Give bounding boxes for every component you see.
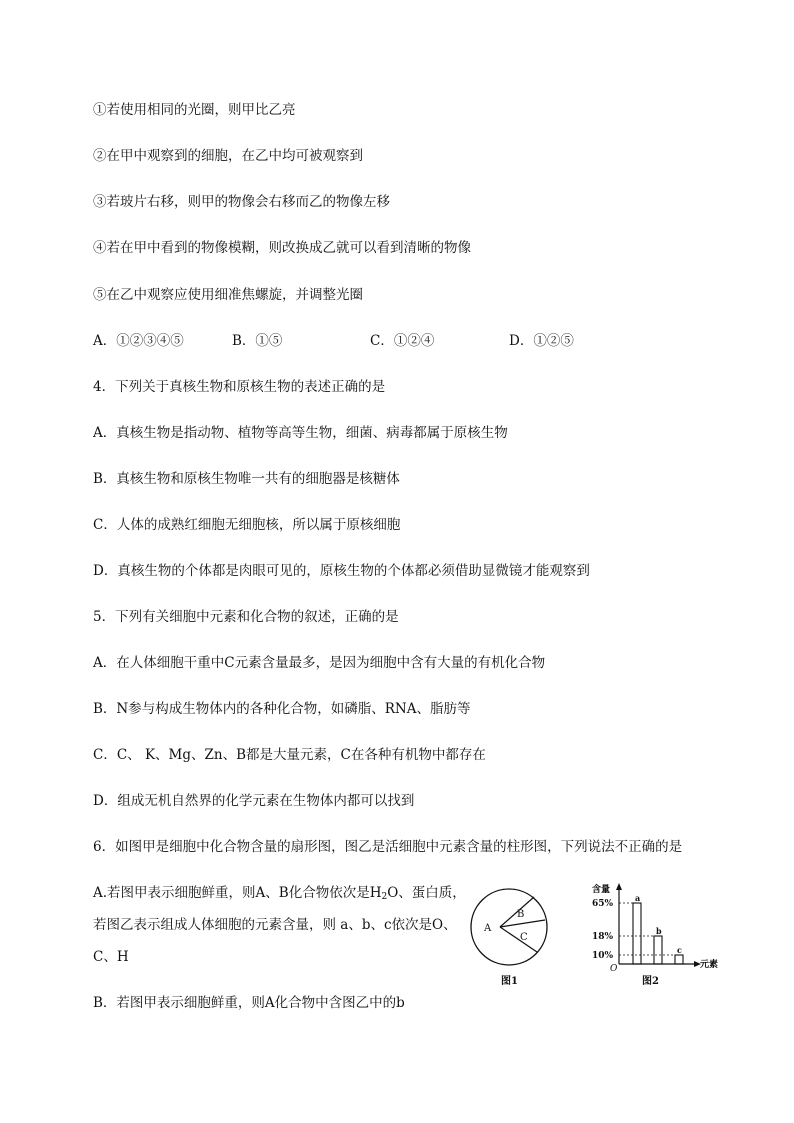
q3-option-c: C．①②④ — [370, 333, 435, 349]
q6-option-a-text2: O、蛋白质， — [387, 885, 466, 901]
pie-circle — [471, 889, 547, 965]
pie-label-a: A — [484, 923, 492, 934]
q6-option-b: B．若图甲表示细胞鲜重，则A化合物中含图乙中的b — [93, 995, 405, 1011]
x-axis-label: 元素 — [700, 960, 719, 970]
q6-option-a-subscript: 2 — [381, 892, 388, 902]
bar-group — [633, 893, 683, 964]
q5-option-d: D．组成无机自然界的化学元素在生物体内都可以找到 — [93, 793, 415, 809]
q4-option-b: B．真核生物和原核生物唯一共有的细胞器是核糖体 — [93, 471, 400, 487]
y-axis-arrow — [616, 883, 622, 890]
q3-option-b: B．①⑤ — [232, 333, 283, 349]
bar-label-b: b — [656, 926, 662, 936]
bar-c — [675, 955, 683, 964]
q6-option-a-text1: A.若图甲表示细胞鲜重，则A、B化合物依次是H — [93, 885, 382, 901]
statement-1: ①若使用相同的光圈，则甲比乙亮 — [93, 102, 296, 118]
q4-option-c: C．人体的成熟红细胞无细胞核，所以属于原核细胞 — [93, 517, 401, 533]
figure-2-caption: 图2 — [642, 976, 659, 987]
q5-option-a: A．在人体细胞干重中C元素含量最多，是因为细胞中含有大量的有机化合物 — [93, 655, 546, 671]
figure-1-caption: 图1 — [501, 976, 518, 987]
pie-divider-3 — [500, 927, 537, 952]
bar-b — [654, 936, 662, 964]
bar-label-c: c — [677, 945, 682, 955]
origin-label: O — [610, 964, 618, 974]
q6-option-a-line1 — [93, 884, 466, 902]
q5-stem: 5．下列有关细胞中元素和化合物的叙述，正确的是 — [93, 609, 399, 625]
statement-2: ②在甲中观察到的细胞，在乙中均可被观察到 — [93, 148, 363, 164]
y-axis-label: 含量 — [592, 885, 611, 895]
q4-option-d: D．真核生物的个体都是肉眼可见的，原核生物的个体都必须借助显微镜才能观察到 — [93, 563, 590, 579]
q3-option-d: D．①②⑤ — [509, 333, 574, 349]
y-tick-label: 65% — [592, 899, 614, 909]
pie-label-b: B — [517, 909, 525, 920]
statement-4: ④若在甲中看到的物像模糊，则改换成乙就可以看到清晰的物像 — [93, 240, 471, 256]
q4-option-a: A．真核生物是指动物、植物等高等生物，细菌、病毒都属于原核生物 — [93, 425, 508, 441]
q4-stem: 4．下列关于真核生物和原核生物的表述正确的是 — [93, 379, 386, 395]
q3-option-a: A．①②③④⑤ — [93, 333, 184, 349]
figure-2-bar-chart — [588, 880, 728, 988]
statement-3: ③若玻片右移，则甲的物像会右移而乙的物像左移 — [93, 194, 390, 210]
pie-label-c: C — [520, 932, 528, 943]
bar-label-a: a — [635, 893, 641, 903]
statement-5: ⑤在乙中观察应使用细准焦螺旋，并调整光圈 — [93, 287, 363, 303]
figure-1-pie — [462, 878, 558, 990]
q5-option-c: C．C、 K、Mg、Zn、B都是大量元素，C在各种有机物中都存在 — [93, 747, 486, 763]
q6-stem: 6．如图甲是细胞中化合物含量的扇形图，图乙是活细胞中元素含量的柱形图，下列说法不正确的是 — [93, 839, 683, 855]
q6-option-a-line3: C、H — [93, 949, 129, 965]
y-tick-label: 10% — [592, 951, 614, 961]
q6-option-a-line2: 若图乙表示组成人体细胞的元素含量，则 a、b、c依次是O、 — [93, 917, 457, 933]
q5-option-b: B．N参与构成生物体内的各种化合物，如磷脂、RNA、脂肪等 — [93, 701, 471, 717]
y-tick-label: 18% — [592, 932, 614, 942]
